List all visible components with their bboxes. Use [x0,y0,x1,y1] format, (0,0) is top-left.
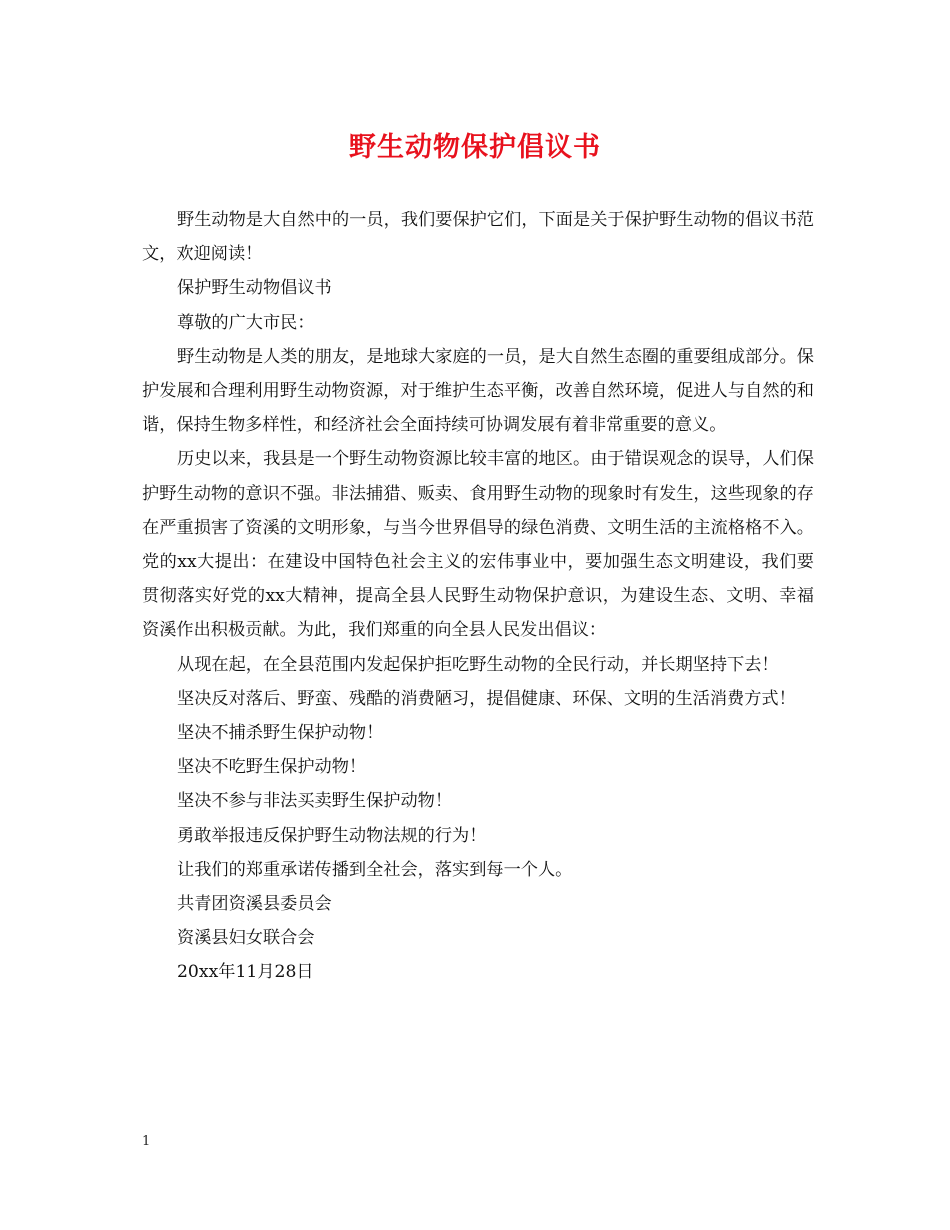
closing-line: 让我们的郑重承诺传播到全社会，落实到每一个人。 [177,859,573,880]
appeal-item-2: 坚决反对落后、野蛮、残酷的消费陋习，提倡健康、环保、文明的生活消费方式！ [177,688,796,709]
document-title: 野生动物保护倡议书 [349,132,601,163]
appeal-item-1: 从现在起，在全县范围内发起保护拒吃野生动物的全民行动，并长期坚持下去！ [177,654,779,675]
appeal-item-5: 坚决不参与非法买卖野生保护动物！ [177,791,453,812]
appeal-item-6: 勇敢举报违反保护野生动物法规的行为！ [177,825,487,846]
page-number: 1 [142,1134,151,1149]
signatory-2: 资溪县妇女联合会 [177,928,315,949]
signatory-1: 共青团资溪县委员会 [177,894,332,915]
body-paragraph-2: 历史以来，我县是一个野生动物资源比较丰富的地区。由于错误观念的误导，人们保护野生动物的意识不强。非法捕猎、贩卖、食用野生动物的现象时有发生，这些现象的存在严重损害了资溪的文明形象，与当今世界倡导的绿色消费、文明生活的主流格格不入。党的xx大提出：在建设中国特色社会主义的宏伟事业中，要加强生态文明建设，我们要贯彻落实好党的xx大精神，提高全县人民野生动物保护意识，为建设生态、文明、幸福资溪作出积极贡献。为此，我们郑重的向全县人民发出倡议： [142,449,814,641]
document-body [142,203,814,990]
letter-heading: 保护野生动物倡议书 [177,278,332,299]
appeal-item-3: 坚决不捕杀野生保护动物！ [177,723,384,744]
body-paragraph-1: 野生动物是人类的朋友，是地球大家庭的一员，是大自然生态圈的重要组成部分。保护发展和合理利用野生动物资源，对于维护生态平衡，改善自然环境，促进人与自然的和谐，保持生物多样性，和经济社会全面持续可协调发展有着非常重要的意义。 [142,346,814,436]
salutation: 尊敬的广大市民： [177,312,315,333]
appeal-item-4: 坚决不吃野生保护动物！ [177,757,367,778]
document-date: 20xx年11月28日 [177,962,314,983]
intro-paragraph: 野生动物是大自然中的一员，我们要保护它们，下面是关于保护野生动物的倡议书范文，欢迎阅读！ [142,210,814,265]
